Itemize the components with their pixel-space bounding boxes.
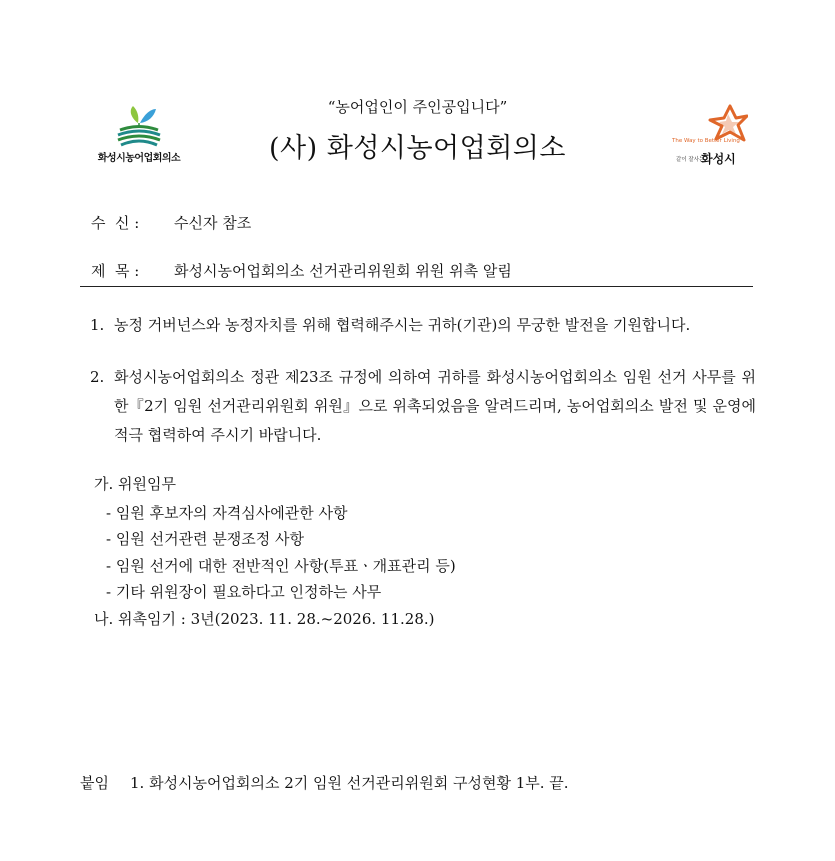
paragraph-text: 화성시농어업회의소 정관 제23조 규정에 의하여 귀하를 화성시농어업회의소 임원 선거 사무를 위한『2기 임원 선거관리위원회 위원』으로 위촉되었음을 알려드리며, 농어업회의소 발전 및 운영에 적극 협력하여 주시기 바랍니다. (114, 368, 756, 444)
subject-label: 제 목 : (91, 262, 140, 280)
paragraph-number: 2. (90, 368, 105, 386)
paragraph-1 (90, 311, 756, 340)
recipient-label: 수 신 : (91, 214, 140, 232)
duty-item: - 임원 선거에 대한 전반적인 사항(투표ㆍ개표관리 등) (106, 557, 456, 575)
recipient-value: 수신자 참조 (174, 214, 252, 232)
subject-value: 화성시농어업회의소 선거관리위원회 위원 위촉 알림 (174, 262, 512, 280)
duty-item: - 기타 위원장이 필요하다고 인정하는 사무 (106, 583, 382, 601)
section-ga-title: 가. 위원임무 (94, 475, 176, 493)
paragraph-number: 1. (90, 316, 105, 334)
duty-item: - 임원 후보자의 자격심사에관한 사항 (106, 504, 348, 522)
logo-right-slogan: The Way to Better Living (672, 138, 740, 144)
hwaseong-star-logo-icon (708, 104, 748, 142)
logo-right-sub: 같이 잘사는 (676, 157, 705, 163)
organization-title: (사) 화성시농어업회의소 (269, 133, 566, 164)
attachment-label: 붙임 (80, 774, 109, 792)
sprout-field-logo-icon (106, 103, 172, 149)
paragraph-2 (90, 363, 756, 450)
hwaseong-city-logo (668, 102, 768, 172)
section-na-term: 나. 위촉임기 : 3년(2023. 11. 28.~2026. 11.28.) (94, 610, 435, 628)
paragraph-text: 농정 거버넌스와 농정자치를 위해 협력해주시는 귀하(기관)의 무궁한 발전을 기원합니다. (114, 316, 691, 334)
header-slogan: “농어업인이 주인공입니다” (327, 98, 508, 116)
header-divider (80, 286, 753, 287)
duty-item: - 임원 선거관련 분쟁조정 사항 (106, 530, 305, 548)
hwaseong-agri-council-logo (84, 103, 194, 167)
logo-left-text: 화성시농어업회의소 (97, 153, 181, 164)
attachment-text: 1. 화성시농어업회의소 2기 임원 선거관리위원회 구성현황 1부. 끝. (130, 774, 569, 792)
logo-right-name: 화성시 (701, 152, 736, 166)
